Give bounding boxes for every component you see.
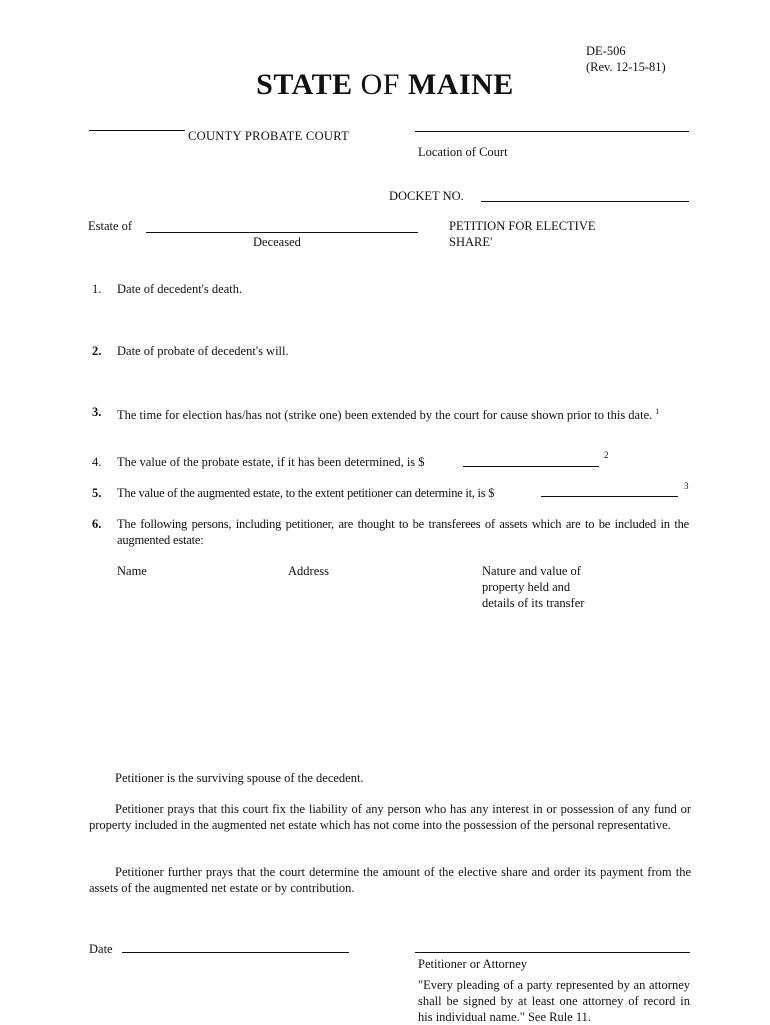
paragraph-elective-share: Petitioner further prays that the court determine the amount of the elective share and order its payment from the assets of the augmented net estate or by contribution. [89, 865, 691, 895]
page-title [0, 68, 770, 102]
county-probate-court-label: COUNTY PROBATE COURT [188, 129, 350, 143]
form-revision: (Rev. 12-15-81) [586, 60, 666, 74]
probate-estate-value-field[interactable] [463, 466, 599, 467]
item-6-text: The following persons, including petitioner, are thought to be transferees of assets which are to be included in the augmented estate: [117, 517, 689, 547]
docket-number-label: DOCKET NO. [389, 189, 464, 203]
form-code: DE-506 [586, 44, 626, 58]
estate-of-label: Estate of [88, 219, 133, 233]
location-of-court-field[interactable] [415, 131, 689, 132]
title-maine: MAINE [407, 68, 514, 101]
date-label: Date [89, 942, 113, 956]
location-of-court-label: Location of Court [418, 145, 508, 159]
item-1-text: Date of decedent's death. [117, 282, 243, 296]
item-4-text: The value of the probate estate, if it has been determined, is $ [117, 455, 425, 469]
item-6-number: 6. [92, 517, 102, 531]
item-3-number: 3. [92, 405, 102, 419]
title-of: OF [360, 68, 400, 101]
petition-title [449, 218, 596, 250]
docket-number-field[interactable] [481, 201, 689, 202]
col-header-nature [482, 563, 584, 611]
deceased-label: Deceased [253, 235, 301, 249]
paragraph-fix-liability: Petitioner prays that this court fix the liability of any person who has any interest in or possession of any fund or property included in the augmented net estate which has not come into the possession of the personal representative. [89, 802, 691, 832]
title-state: STATE [256, 68, 353, 101]
item-5-text: The value of the augmented estate, to the extent petitioner can determine it, is $ [117, 486, 495, 500]
decedent-name-field[interactable] [146, 232, 418, 233]
item-3-footnote: 1 [655, 407, 660, 416]
date-field[interactable] [122, 952, 349, 953]
item-4-footnote: 2 [604, 450, 609, 460]
col-header-address: Address [288, 564, 329, 578]
item-5-number: 5. [92, 486, 102, 500]
item-2-number: 2. [92, 344, 102, 358]
col-nature-line2: property held and [482, 580, 571, 594]
item-3-text-wrap [117, 404, 689, 423]
signer-label: Petitioner or Attorney [418, 957, 528, 971]
col-header-name: Name [117, 564, 147, 578]
item-5-footnote: 3 [684, 481, 689, 491]
item-1-number: 1. [92, 282, 102, 296]
county-name-field[interactable] [89, 130, 185, 131]
signature-field[interactable] [415, 952, 690, 953]
col-nature-line3: details of its transfer [482, 596, 585, 610]
petition-title-line1: PETITION FOR ELECTIVE [449, 219, 596, 233]
augmented-estate-value-field[interactable] [541, 496, 678, 497]
rule-11-note: "Every pleading of a party represented by an attorney shall be signed by at least one attorney of record in his individual name." See Rule 11. [418, 978, 690, 1024]
item-2-text: Date of probate of decedent's will. [117, 344, 289, 358]
paragraph-surviving-spouse: Petitioner is the surviving spouse of the decedent. [115, 771, 364, 785]
col-nature-line1: Nature and value of [482, 564, 581, 578]
item-3-text: The time for election has/has not (strike one) been extended by the court for cause shown prior to this date. [117, 408, 653, 423]
petition-title-line2: SHARE' [449, 235, 493, 249]
item-4-number: 4. [92, 455, 102, 469]
